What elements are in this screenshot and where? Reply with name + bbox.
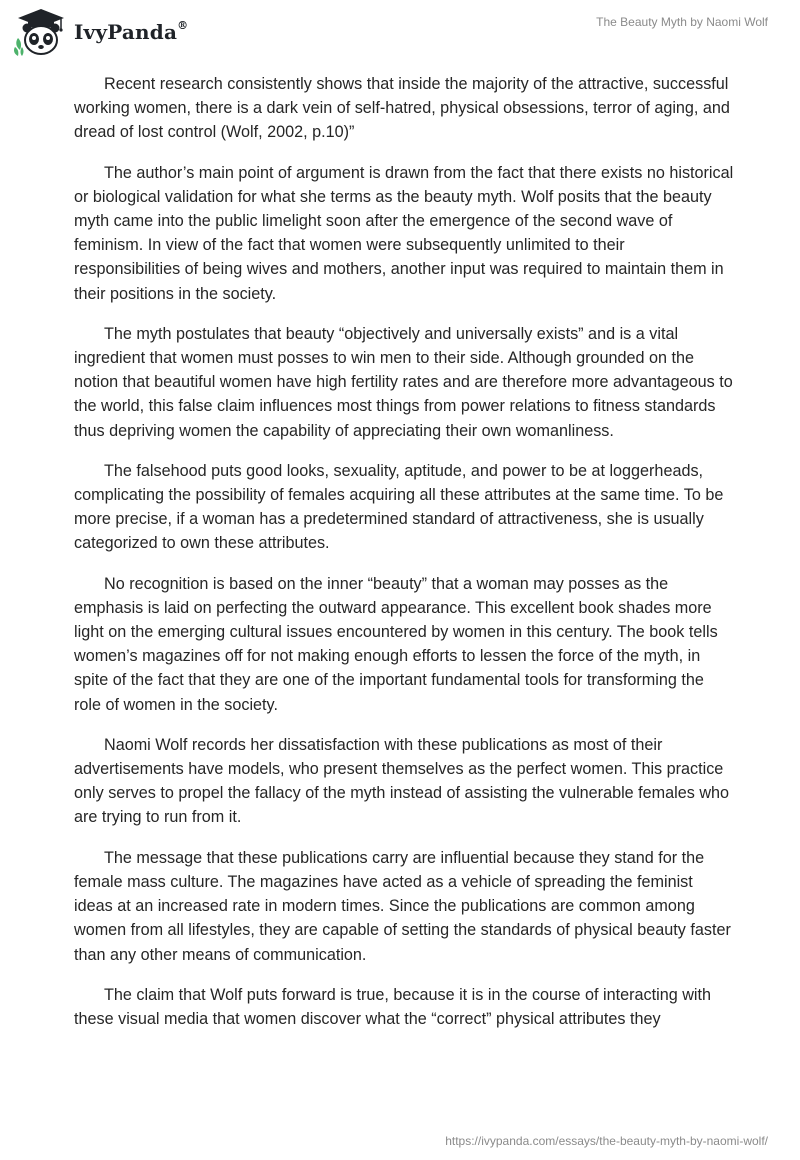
paragraph: The message that these publications carry are influential because they stand for the female mass culture. The magazines have acted as a vehicle of spreading the feminist ideas at an increased rate in modern times. Since the publications are common among women from all lifestyles, they are capable of setting the standards of physical beauty faster than any other means of communication. xyxy=(74,848,731,964)
panda-graduate-logo-icon xyxy=(12,7,70,57)
paragraph: The falsehood puts good looks, sexuality, aptitude, and power to be at loggerheads, complicating the possibility of females acquiring all these attributes at the same time. To be more precise, if a woman has a predetermined standard of attractiveness, she is usually categorized to own these attributes. xyxy=(74,461,724,553)
essay-body xyxy=(74,72,734,1047)
paragraph: No recognition is based on the inner “beauty” that a woman may posses as the emphasis is laid on perfecting the outward appearance. This excellent book shades more light on the emerging cultural issues encountered by women in this century. The book tells women’s magazines off for not making enough efforts to lessen the force of the myth, in spite of the fact that they are one of the important fundamental tools for transforming the role of women in the society. xyxy=(74,574,718,714)
paragraph: The author’s main point of argument is drawn from the fact that there exists no historical or biological validation for what she terms as the beauty myth. Wolf posits that the beauty myth came into the public limelight soon after the emergence of the second wave of feminism. In view of the fact that women were subsequently unlimited to their responsibilities of being wives and mothers, another input was required to maintain them in their positions in the society. xyxy=(74,163,734,303)
source-url[interactable]: https://ivypanda.com/essays/the-beauty-myth-by-naomi-wolf/ xyxy=(445,1134,768,1148)
paragraph: Recent research consistently shows that inside the majority of the attractive, successful working women, there is a dark vein of self-hatred, physical obsessions, terror of aging, and dread of lost control (Wolf, 2002, p.10)” xyxy=(74,75,730,142)
paragraph: Naomi Wolf records her dissatisfaction with these publications as most of their advertisements have models, who present themselves as the perfect women. This practice only serves to propel the fallacy of the myth instead of assisting the vulnerable females who are trying to run from it. xyxy=(74,735,730,827)
brand-name: IvyPanda® xyxy=(74,19,189,44)
page-header xyxy=(0,0,800,70)
paragraph: The claim that Wolf puts forward is true, because it is in the course of interacting with these visual media that women discover what the “correct” physical attributes they xyxy=(74,985,712,1028)
document-title: The Beauty Myth by Naomi Wolf xyxy=(596,15,768,29)
ivypanda-logo[interactable] xyxy=(12,7,188,57)
paragraph: The myth postulates that beauty “objectively and universally exists” and is a vital ingredient that women must posses to win men to their side. Although grounded on the notion that beautiful women have high fertility rates and are therefore more advantageous to the world, this false claim influences most things from power relations to fitness standards thus depriving women the capability of appreciating their own womanliness. xyxy=(74,324,733,440)
registered-mark: ® xyxy=(177,19,189,33)
